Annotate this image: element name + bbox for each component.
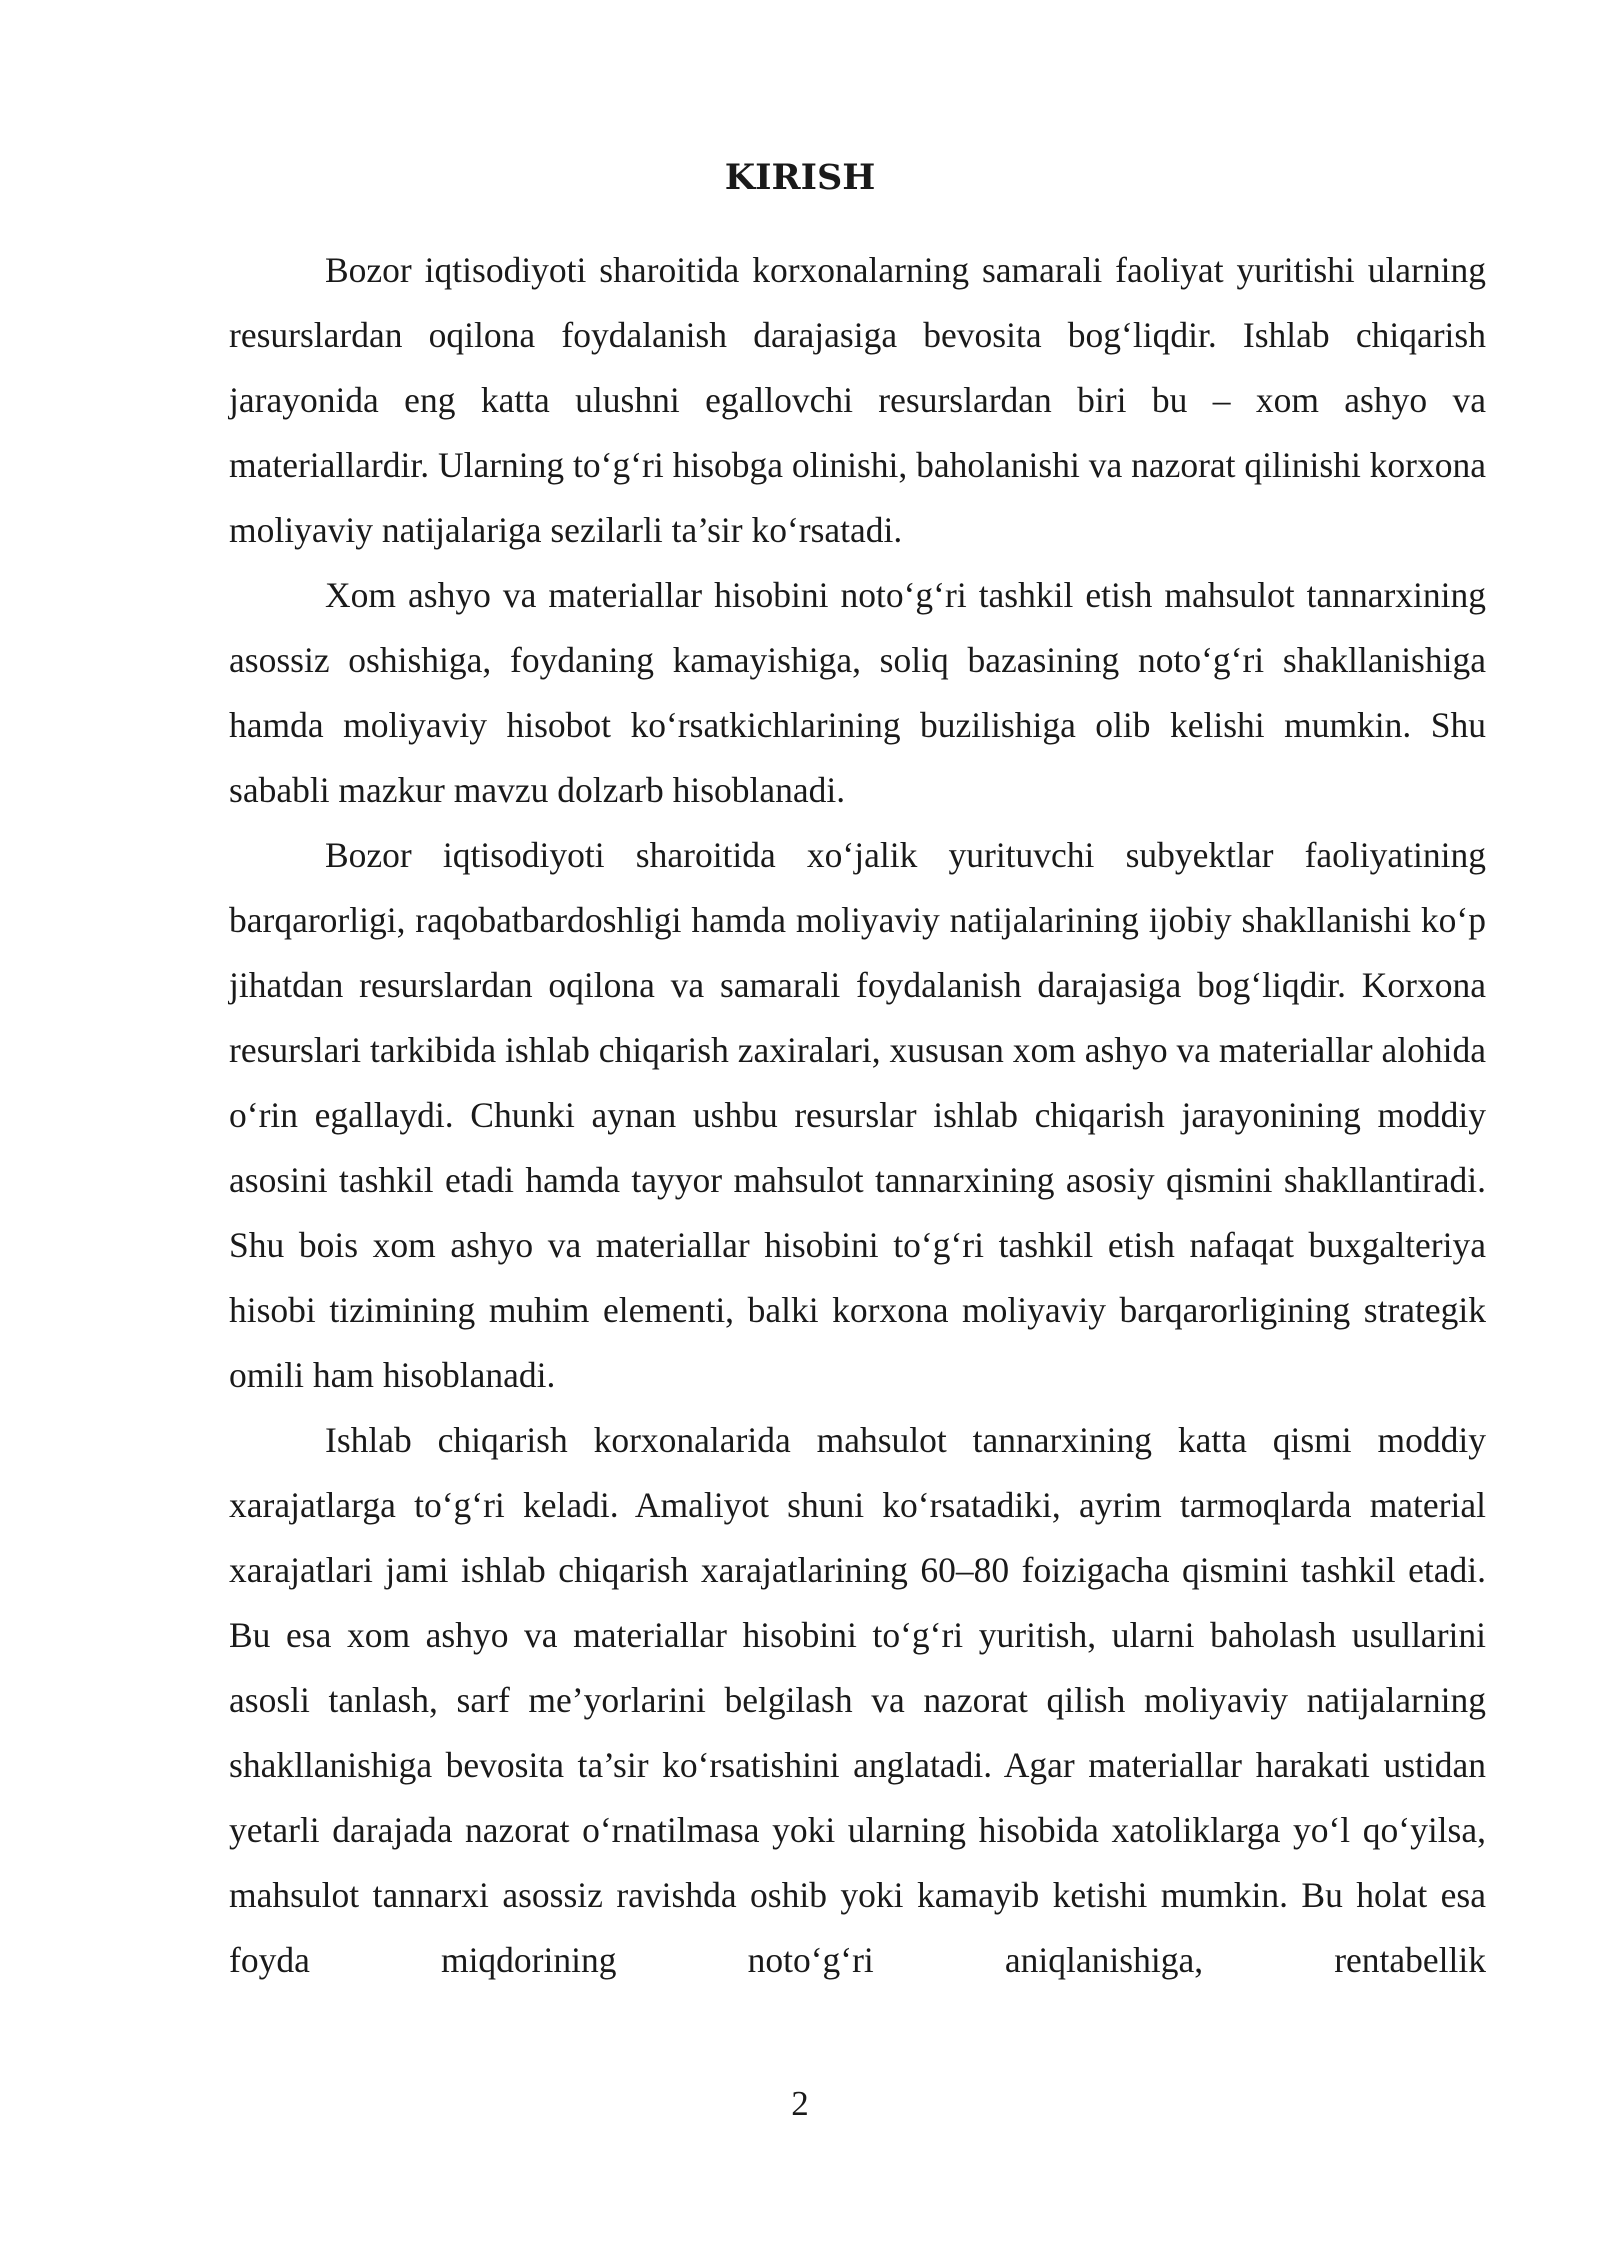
paragraph-2: Xom ashyo va materiallar hisobini noto‘g‘ri tashkil etish mahsulot tannarxining asossiz oshishiga, foydaning kamayishiga, soliq bazasining noto‘g‘ri shakllanishiga hamda moliyaviy hisobot ko‘rsatkichlarining buzilishiga olib kelishi mumkin. Shu sababli mazkur mavzu dolzarb hisoblanadi. (229, 575, 1486, 810)
paragraph-3: Bozor iqtisodiyoti sharoitida xo‘jalik yurituvchi subyektlar faoliyatining barqarorligi, raqobatbardoshligi hamda moliyaviy natijalarining ijobiy shakllanishi ko‘p jihatdan resurslardan oqilona va samarali foydalanish darajasiga bog‘liqdir. Korxona resurslari tarkibida ishlab chiqarish zaxiralari, xususan xom ashyo va materiallar alohida o‘rin egallaydi. Chunki aynan ushbu resurslar ishlab chiqarish jarayonining moddiy asosini tashkil etadi hamda tayyor mahsulot tannarxining asosiy qismini shakllantiradi. Shu bois xom ashyo va materiallar hisobini to‘g‘ri tashkil etish nafaqat buxgalteriya hisobi tizimining muhim elementi, balki korxona moliyaviy barqarorligining strategik omili ham hisoblanadi. (229, 835, 1486, 1395)
paragraph-4: Ishlab chiqarish korxonalarida mahsulot tannarxining katta qismi moddiy xarajatlarga to‘g‘ri keladi. Amaliyot shuni ko‘rsatadiki, ayrim tarmoqlarda material xarajatlari jami ishlab chiqarish xarajatlarining 60–80 foizigacha qismini tashkil etadi. Bu esa xom ashyo va materiallar hisobini to‘g‘ri yuritish, ularni baholash usullarini asosli tanlash, sarf me’yorlarini belgilash va nazorat qilish moliyaviy natijalarning shakllanishiga bevosita ta’sir ko‘rsatishini anglatadi. Agar materiallar harakati ustidan yetarli darajada nazorat o‘rnatilmasa yoki ularning hisobida xatoliklarga yo‘l qo‘yilsa, mahsulot tannarxi asossiz ravishda oshib yoki kamayib ketishi mumkin. Bu holat esa foyda miqdorining noto‘g‘ri aniqlanishiga, rentabellik (229, 1420, 1486, 1980)
page-number: 2 (791, 2084, 809, 2123)
body-text (229, 238, 1486, 1993)
section-heading: KIRISH (724, 157, 876, 198)
paragraph-1: Bozor iqtisodiyoti sharoitida korxonalarning samarali faoliyat yuritishi ularning resurslardan oqilona foydalanish darajasiga bevosita bog‘liqdir. Ishlab chiqarish jarayonida eng katta ulushni egallovchi resurslardan biri bu – xom ashyo va materiallardir. Ularning to‘g‘ri hisobga olinishi, baholanishi va nazorat qilinishi korxona moliyaviy natijalariga sezilarli ta’sir ko‘rsatadi. (229, 250, 1487, 550)
